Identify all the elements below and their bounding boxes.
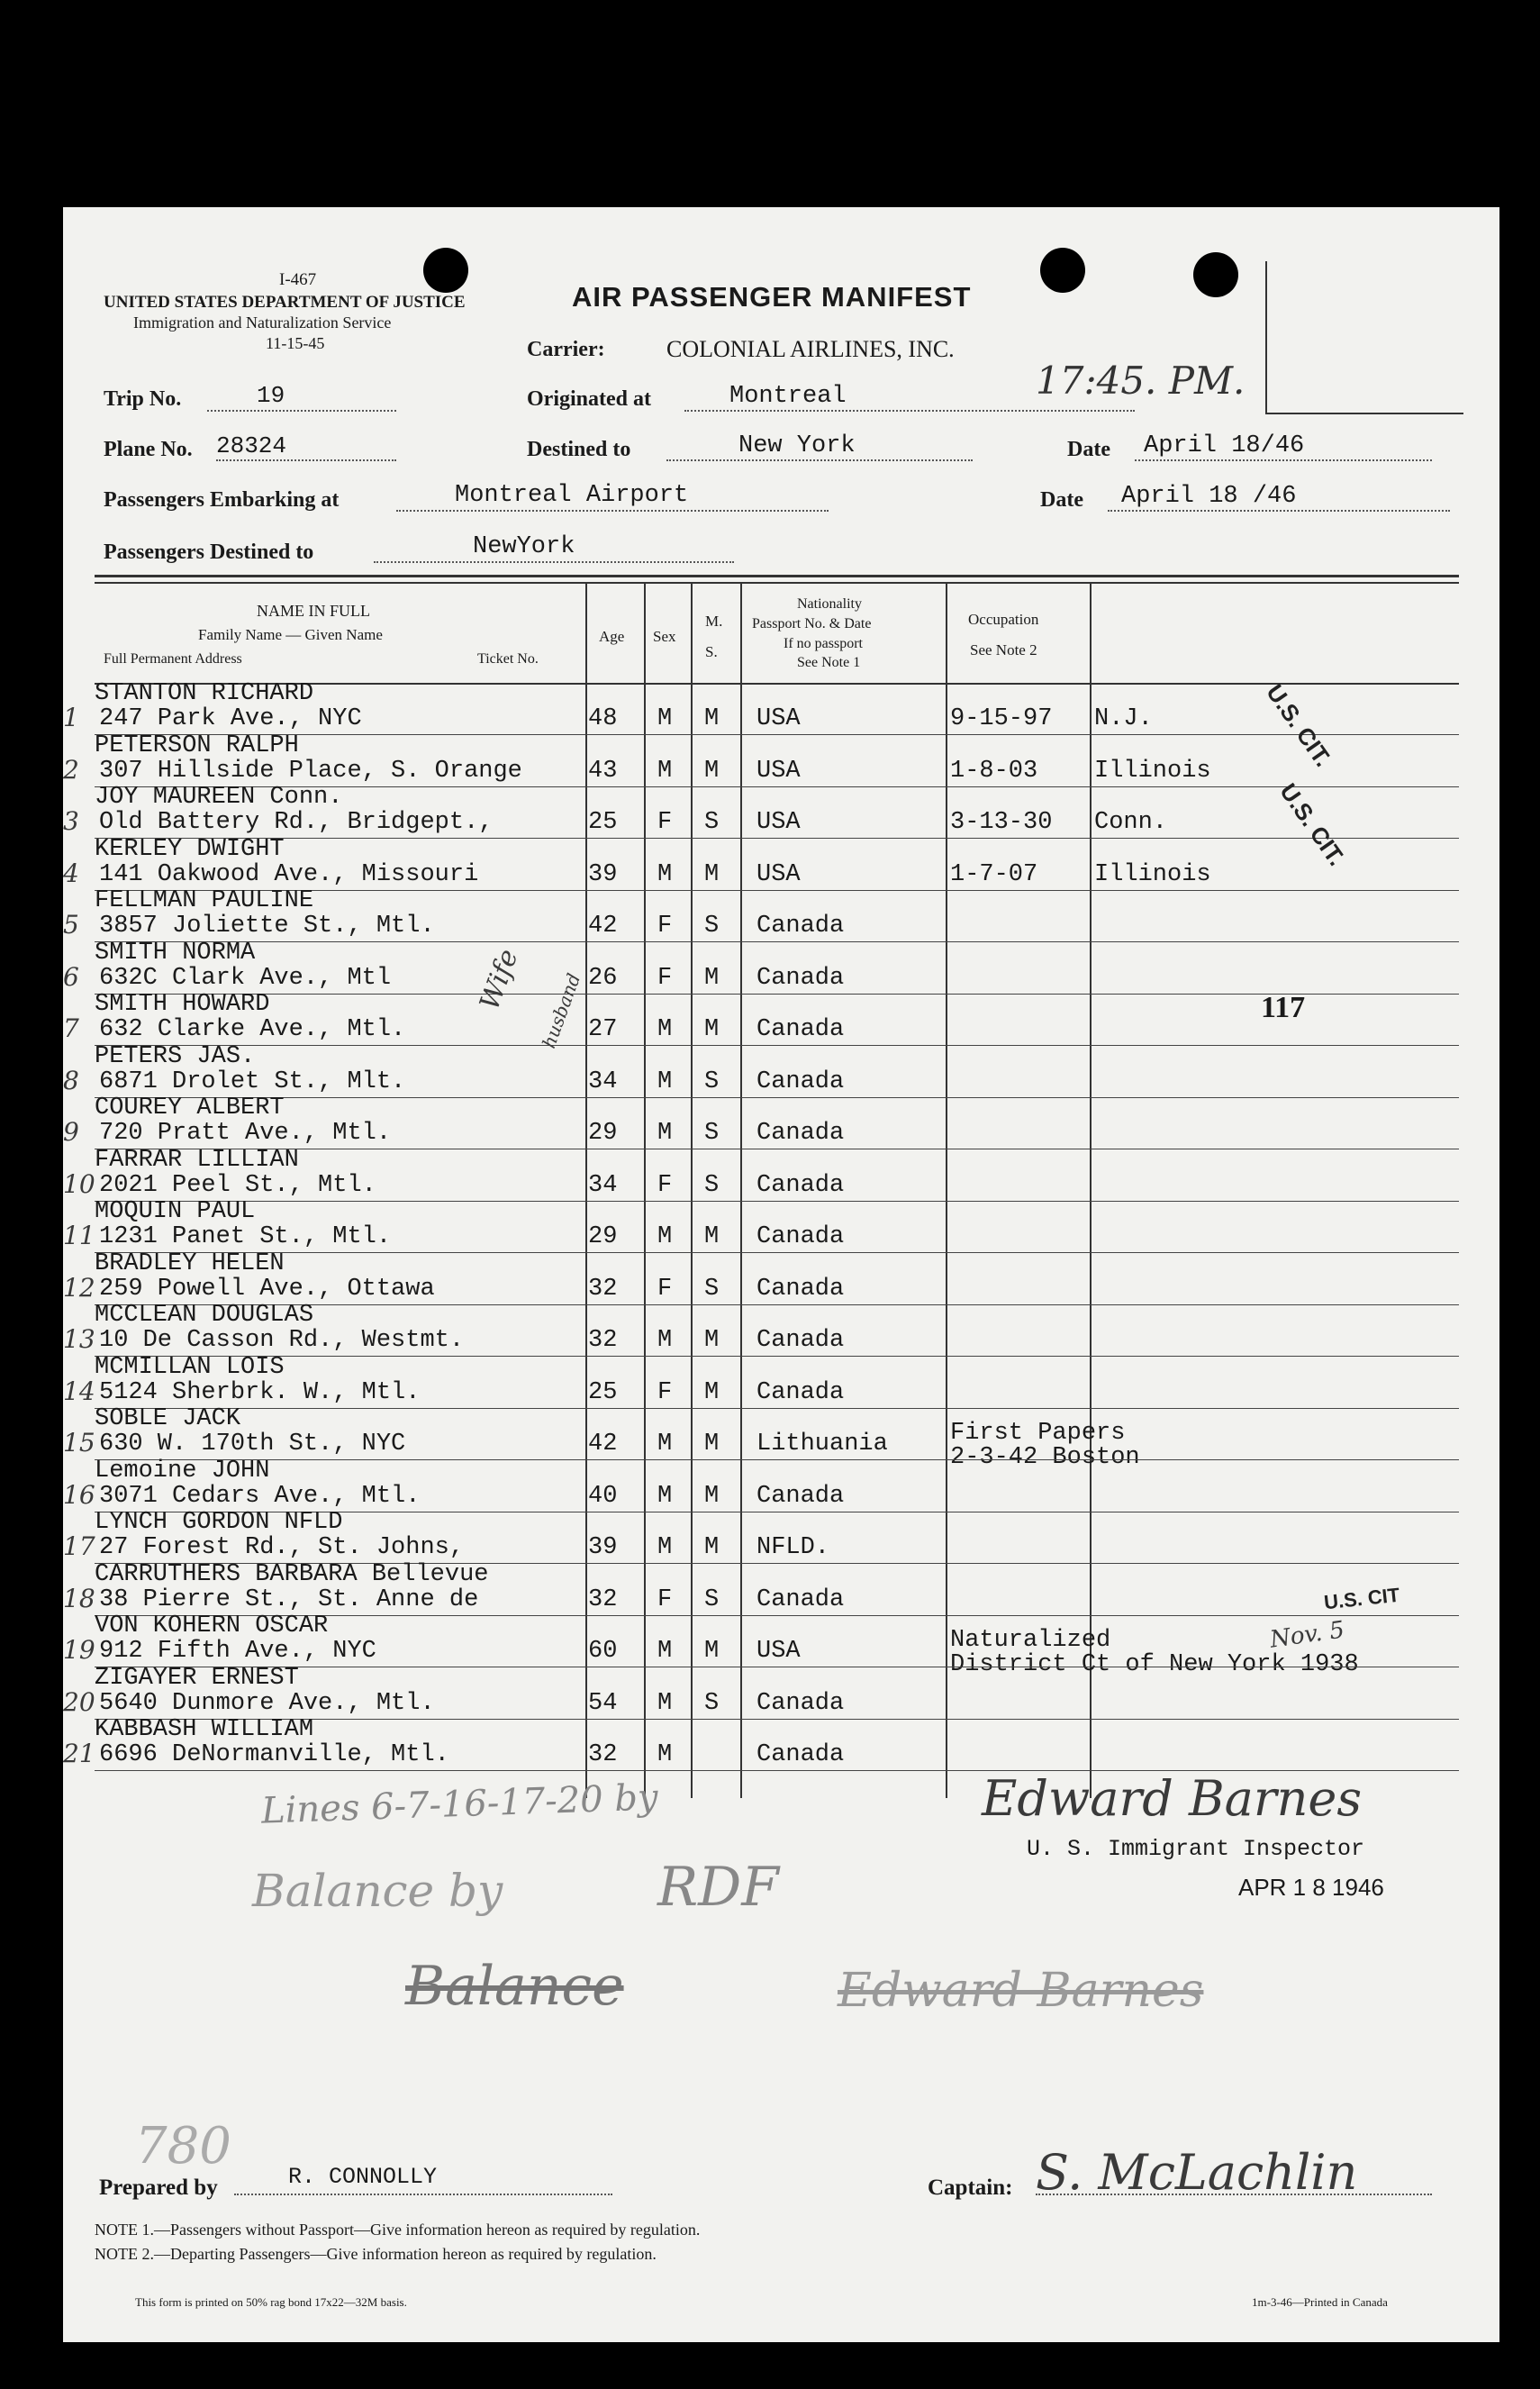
dest-label: Passengers Destined to bbox=[104, 540, 314, 564]
row-number: 19 bbox=[63, 1635, 95, 1665]
passenger-origin: District Ct of New York 1938 bbox=[950, 1651, 1359, 1678]
passenger-nationality: Canada bbox=[756, 1016, 845, 1043]
passenger-name: JOY MAUREEN Conn. bbox=[95, 784, 343, 811]
passenger-address: 2021 Peel St., Mtl. bbox=[99, 1171, 376, 1199]
balance-note: Balance by bbox=[252, 1865, 503, 1917]
lines-note: Lines 6-7-16-17-20 by bbox=[260, 1776, 659, 1832]
passenger-marital: M bbox=[704, 860, 720, 888]
passenger-address: 720 Pratt Ave., Mtl. bbox=[99, 1120, 392, 1147]
passenger-name: COUREY ALBERT bbox=[95, 1095, 285, 1122]
passenger-marital: M bbox=[704, 1016, 720, 1043]
destined-value: New York bbox=[738, 432, 856, 459]
row-number: 21 bbox=[63, 1739, 95, 1768]
passenger-nationality: Lithuania bbox=[756, 1431, 888, 1458]
dest-value: NewYork bbox=[473, 533, 575, 560]
passenger-age: 27 bbox=[588, 1016, 618, 1043]
passenger-address: 27 Forest Rd., St. Johns, bbox=[99, 1534, 465, 1561]
passenger-address: 307 Hillside Place, S. Orange bbox=[99, 757, 522, 785]
passenger-nationality: USA bbox=[756, 757, 801, 785]
passenger-marital: M bbox=[704, 1378, 720, 1406]
corner-box-left bbox=[1265, 261, 1267, 413]
passenger-name: SMITH HOWARD bbox=[95, 991, 270, 1018]
embark-label: Passengers Embarking at bbox=[104, 488, 340, 512]
passenger-address: 3071 Cedars Ave., Mtl. bbox=[99, 1482, 421, 1510]
punch-hole bbox=[1193, 252, 1238, 297]
col-ms-m: M. bbox=[705, 613, 723, 630]
passenger-age: 32 bbox=[588, 1327, 618, 1354]
passenger-marital: M bbox=[704, 1327, 720, 1354]
passenger-nationality: Canada bbox=[756, 1120, 845, 1147]
nov-note: Nov. 5 bbox=[1268, 1616, 1346, 1654]
passenger-age: 34 bbox=[588, 1067, 618, 1095]
passenger-name: PETERSON RALPH bbox=[95, 731, 299, 759]
captain-label: Captain: bbox=[928, 2176, 1013, 2200]
row-divider bbox=[95, 1356, 1459, 1357]
passenger-age: 42 bbox=[588, 913, 618, 940]
passenger-origin: Illinois bbox=[1094, 757, 1211, 785]
col-address: Full Permanent Address bbox=[104, 651, 242, 667]
passenger-age: 42 bbox=[588, 1431, 618, 1458]
passenger-origin: Conn. bbox=[1094, 809, 1168, 836]
passenger-address: 1231 Panet St., Mtl. bbox=[99, 1223, 392, 1250]
passenger-age: 25 bbox=[588, 1378, 618, 1406]
row-divider bbox=[95, 1045, 1459, 1046]
passenger-sex: M bbox=[657, 1689, 673, 1717]
passenger-marital: S bbox=[704, 1689, 720, 1717]
passenger-address: 259 Powell Ave., Ottawa bbox=[99, 1275, 435, 1303]
passenger-marital: M bbox=[704, 1638, 720, 1665]
date2-label: Date bbox=[1040, 488, 1083, 512]
passenger-address: 141 Oakwood Ave., Missouri bbox=[99, 860, 479, 888]
row-number: 7 bbox=[63, 1013, 79, 1043]
passenger-name: FARRAR LILLIAN bbox=[95, 1146, 299, 1174]
passenger-origin: N.J. bbox=[1094, 705, 1153, 732]
row-number: 15 bbox=[63, 1428, 95, 1458]
passenger-nationality: USA bbox=[756, 860, 801, 888]
passenger-address: 6871 Drolet St., Mlt. bbox=[99, 1067, 406, 1095]
passenger-marital: M bbox=[704, 1482, 720, 1510]
passenger-sex: M bbox=[657, 1431, 673, 1458]
passenger-nationality: Canada bbox=[756, 1067, 845, 1095]
passenger-sex: M bbox=[657, 1016, 673, 1043]
passenger-occupation: 3-13-30 bbox=[950, 809, 1053, 836]
passenger-marital: S bbox=[704, 809, 720, 836]
form-date-code: 11-15-45 bbox=[266, 334, 325, 352]
rdf-initials: RDF bbox=[657, 1856, 779, 1919]
note-1: NOTE 1.—Passengers without Passport—Give information hereon as required by regulation. bbox=[95, 2221, 701, 2239]
passenger-age: 48 bbox=[588, 705, 618, 732]
us-cit-stamp: U.S. CIT. bbox=[1274, 778, 1351, 871]
row-divider bbox=[95, 1459, 1459, 1460]
passenger-address: 247 Park Ave., NYC bbox=[99, 705, 362, 732]
passenger-age: 25 bbox=[588, 809, 618, 836]
passenger-occupation: First Papers bbox=[950, 1420, 1126, 1447]
passenger-sex: M bbox=[657, 1482, 673, 1510]
passenger-sex: M bbox=[657, 1741, 673, 1768]
passenger-address: Old Battery Rd., Bridgept., bbox=[99, 809, 494, 836]
row-number: 4 bbox=[63, 858, 79, 888]
col-occ-2: See Note 2 bbox=[970, 641, 1037, 659]
row-number: 16 bbox=[63, 1479, 95, 1510]
passenger-marital: S bbox=[704, 1275, 720, 1303]
passenger-sex: F bbox=[657, 1275, 673, 1303]
passenger-occupation: Naturalized bbox=[950, 1627, 1111, 1654]
row-number: 3 bbox=[63, 806, 79, 836]
passenger-nationality: Canada bbox=[756, 1689, 845, 1717]
passenger-address: 6696 DeNormanville, Mtl. bbox=[99, 1741, 449, 1768]
plane-value: 28324 bbox=[216, 432, 287, 459]
passenger-name: BRADLEY HELEN bbox=[95, 1249, 285, 1277]
carrier-value: COLONIAL AIRLINES, INC. bbox=[666, 336, 955, 362]
passenger-age: 29 bbox=[588, 1120, 618, 1147]
passenger-name: KABBASH WILLIAM bbox=[95, 1716, 314, 1743]
originated-value: Montreal bbox=[729, 383, 847, 410]
plane-label: Plane No. bbox=[104, 438, 193, 461]
passenger-marital: S bbox=[704, 1067, 720, 1095]
passenger-marital: M bbox=[704, 757, 720, 785]
passenger-sex: M bbox=[657, 705, 673, 732]
col-nat-3: If no passport bbox=[784, 636, 863, 651]
passenger-age: 40 bbox=[588, 1482, 618, 1510]
embark-value: Montreal Airport bbox=[455, 482, 689, 509]
passenger-sex: M bbox=[657, 1327, 673, 1354]
passenger-age: 39 bbox=[588, 860, 618, 888]
row-number: 14 bbox=[63, 1376, 95, 1406]
trip-label: Trip No. bbox=[104, 387, 182, 411]
passenger-nationality: USA bbox=[756, 705, 801, 732]
passenger-sex: M bbox=[657, 1120, 673, 1147]
date1-label: Date bbox=[1067, 438, 1110, 461]
col-ticket: Ticket No. bbox=[477, 651, 539, 667]
passenger-occupation: 9-15-97 bbox=[950, 705, 1053, 732]
passenger-age: 32 bbox=[588, 1585, 618, 1613]
col-sex: Sex bbox=[653, 628, 676, 645]
row-divider bbox=[95, 1408, 1459, 1409]
row-number: 13 bbox=[63, 1324, 95, 1354]
carrier-label: Carrier: bbox=[527, 338, 605, 361]
passenger-sex: F bbox=[657, 1171, 673, 1199]
passenger-sex: M bbox=[657, 1223, 673, 1250]
passenger-name: CARRUTHERS BARBARA Bellevue bbox=[95, 1560, 489, 1588]
passenger-address: 3857 Joliette St., Mtl. bbox=[99, 913, 435, 940]
manifest-page bbox=[63, 207, 1499, 2342]
row-divider bbox=[95, 1097, 1459, 1098]
page-count: 117 bbox=[1261, 991, 1306, 1024]
row-divider bbox=[95, 1201, 1459, 1202]
passenger-address: 5124 Sherbrk. W., Mtl. bbox=[99, 1378, 421, 1406]
passenger-marital: S bbox=[704, 1171, 720, 1199]
passenger-sex: M bbox=[657, 1534, 673, 1561]
passenger-age: 43 bbox=[588, 757, 618, 785]
date1-value: April 18/46 bbox=[1144, 432, 1305, 459]
col-name-title: NAME IN FULL bbox=[257, 602, 370, 620]
service: Immigration and Naturalization Service bbox=[133, 313, 392, 332]
us-cit-stamp: U.S. CIT. bbox=[1261, 679, 1337, 772]
passenger-marital: M bbox=[704, 1223, 720, 1250]
row-number: 8 bbox=[63, 1065, 79, 1095]
us-cit-stamp: U.S. CIT bbox=[1322, 1583, 1401, 1614]
captain-signature: S. McLachlin bbox=[1036, 2144, 1358, 2201]
row-number: 6 bbox=[63, 961, 79, 992]
passenger-address: 5640 Dunmore Ave., Mtl. bbox=[99, 1689, 435, 1717]
passenger-marital: S bbox=[704, 1120, 720, 1147]
passenger-nationality: Canada bbox=[756, 1223, 845, 1250]
passenger-nationality: Canada bbox=[756, 913, 845, 940]
wife-note: Wife bbox=[474, 945, 525, 1014]
passenger-address: 912 Fifth Ave., NYC bbox=[99, 1638, 376, 1665]
form-title: AIR PASSENGER MANIFEST bbox=[572, 281, 972, 313]
print-code: 1m-3-46—Printed in Canada bbox=[1252, 2295, 1388, 2309]
passenger-address: 10 De Casson Rd., Westmt. bbox=[99, 1327, 465, 1354]
row-number: 18 bbox=[63, 1583, 95, 1613]
passenger-marital: S bbox=[704, 1585, 720, 1613]
row-divider bbox=[95, 1252, 1459, 1253]
passenger-name: ZIGAYER ERNEST bbox=[95, 1664, 299, 1692]
passenger-nationality: Canada bbox=[756, 1171, 845, 1199]
passenger-age: 39 bbox=[588, 1534, 618, 1561]
passenger-occupation: 1-7-07 bbox=[950, 860, 1038, 888]
passenger-age: 32 bbox=[588, 1275, 618, 1303]
passenger-nationality: Canada bbox=[756, 1327, 845, 1354]
passenger-age: 29 bbox=[588, 1223, 618, 1250]
row-divider bbox=[95, 734, 1459, 735]
passenger-nationality: Canada bbox=[756, 1741, 845, 1768]
passenger-marital: M bbox=[704, 964, 720, 992]
passenger-name: MCMILLAN LOIS bbox=[95, 1353, 285, 1381]
passenger-name: PETERS JAS. bbox=[95, 1042, 256, 1070]
passenger-origin: 2-3-42 Boston bbox=[950, 1444, 1140, 1471]
col-nat-2: Passport No. & Date bbox=[752, 616, 872, 631]
date2-value: April 18 /46 bbox=[1121, 483, 1297, 510]
prepared-value: R. CONNOLLY bbox=[288, 2164, 438, 2190]
passenger-age: 60 bbox=[588, 1638, 618, 1665]
passenger-name: KERLEY DWIGHT bbox=[95, 835, 285, 863]
passenger-nationality: Canada bbox=[756, 1482, 845, 1510]
form-number: I-467 bbox=[279, 270, 317, 289]
note-2: NOTE 2.—Departing Passengers—Give information hereon as required by regulation. bbox=[95, 2245, 657, 2263]
passenger-occupation: 1-8-03 bbox=[950, 757, 1038, 785]
passenger-address: 632C Clark Ave., Mtl bbox=[99, 964, 392, 992]
row-number: 12 bbox=[63, 1272, 95, 1303]
passenger-origin: Illinois bbox=[1094, 860, 1211, 888]
passenger-name: SOBLE JACK bbox=[95, 1405, 241, 1432]
passenger-age: 26 bbox=[588, 964, 618, 992]
passenger-name: Lemoine JOHN bbox=[95, 1457, 270, 1485]
passenger-sex: M bbox=[657, 1067, 673, 1095]
passenger-name: MCCLEAN DOUGLAS bbox=[95, 1302, 314, 1329]
passenger-name: VON KOHERN OSCAR bbox=[95, 1612, 329, 1640]
prepared-label: Prepared by bbox=[99, 2176, 218, 2200]
row-number: 9 bbox=[63, 1117, 79, 1147]
passenger-sex: F bbox=[657, 964, 673, 992]
col-nat-4: See Note 1 bbox=[797, 655, 861, 670]
balance-struck: Balance bbox=[405, 1955, 624, 2018]
trip-value: 19 bbox=[257, 382, 285, 409]
row-divider bbox=[95, 994, 1459, 995]
inspection-date-stamp: APR 1 8 1946 bbox=[1238, 1874, 1384, 1901]
passenger-sex: F bbox=[657, 809, 673, 836]
passenger-marital: S bbox=[704, 913, 720, 940]
inspector-signature: Edward Barnes bbox=[982, 1770, 1363, 1827]
passenger-nationality: Canada bbox=[756, 1275, 845, 1303]
originated-label: Originated at bbox=[527, 387, 651, 411]
passenger-sex: F bbox=[657, 1585, 673, 1613]
row-divider bbox=[95, 941, 1459, 942]
passenger-name: MOQUIN PAUL bbox=[95, 1198, 256, 1225]
row-number: 20 bbox=[63, 1686, 95, 1717]
col-nat-1: Nationality bbox=[797, 596, 862, 612]
passenger-address: 632 Clarke Ave., Mtl. bbox=[99, 1016, 406, 1043]
passenger-name: LYNCH GORDON NFLD bbox=[95, 1509, 343, 1536]
passenger-marital: M bbox=[704, 1534, 720, 1561]
passenger-sex: F bbox=[657, 913, 673, 940]
time-note: 17:45. PM. bbox=[1036, 359, 1246, 403]
col-age: Age bbox=[599, 628, 625, 645]
col-ms-s: S. bbox=[705, 643, 718, 660]
department: UNITED STATES DEPARTMENT OF JUSTICE bbox=[104, 293, 466, 312]
passenger-address: 38 Pierre St., St. Anne de bbox=[99, 1585, 479, 1613]
page-number-note: 780 bbox=[135, 2117, 231, 2176]
passenger-address: 630 W. 170th St., NYC bbox=[99, 1431, 406, 1458]
passenger-name: FELLMAN PAULINE bbox=[95, 887, 314, 914]
husband-note: husband bbox=[538, 970, 585, 1051]
print-note: This form is printed on 50% rag bond 17x22—32M basis. bbox=[135, 2295, 407, 2309]
passenger-nationality: Canada bbox=[756, 1378, 845, 1406]
passenger-nationality: USA bbox=[756, 1638, 801, 1665]
passenger-nationality: Canada bbox=[756, 964, 845, 992]
destined-label: Destined to bbox=[527, 438, 631, 461]
row-number: 17 bbox=[63, 1531, 95, 1561]
row-number: 5 bbox=[63, 910, 79, 940]
passenger-age: 34 bbox=[588, 1171, 618, 1199]
punch-hole bbox=[423, 248, 468, 293]
struck-signature: Edward Barnes bbox=[838, 1964, 1204, 2018]
row-number: 10 bbox=[63, 1168, 95, 1199]
passenger-age: 54 bbox=[588, 1689, 618, 1717]
row-number: 1 bbox=[63, 703, 79, 732]
passenger-age: 32 bbox=[588, 1741, 618, 1768]
passenger-marital: M bbox=[704, 705, 720, 732]
punch-hole bbox=[1040, 248, 1085, 293]
passenger-marital: M bbox=[704, 1431, 720, 1458]
passenger-nationality: Canada bbox=[756, 1585, 845, 1613]
col-name-sub: Family Name — Given Name bbox=[198, 626, 383, 643]
passenger-nationality: NFLD. bbox=[756, 1534, 830, 1561]
passenger-sex: M bbox=[657, 860, 673, 888]
passenger-sex: M bbox=[657, 1638, 673, 1665]
passenger-name: SMITH NORMA bbox=[95, 939, 256, 967]
passenger-sex: M bbox=[657, 757, 673, 785]
passenger-sex: F bbox=[657, 1378, 673, 1406]
inspector-title: U. S. Immigrant Inspector bbox=[1027, 1836, 1365, 1862]
corner-box-bottom bbox=[1265, 413, 1463, 414]
col-occ-1: Occupation bbox=[968, 611, 1039, 628]
passenger-name: STANTON RICHARD bbox=[95, 680, 314, 707]
row-divider bbox=[95, 838, 1459, 839]
passenger-nationality: USA bbox=[756, 809, 801, 836]
row-number: 11 bbox=[63, 1221, 95, 1250]
row-number: 2 bbox=[63, 754, 79, 785]
